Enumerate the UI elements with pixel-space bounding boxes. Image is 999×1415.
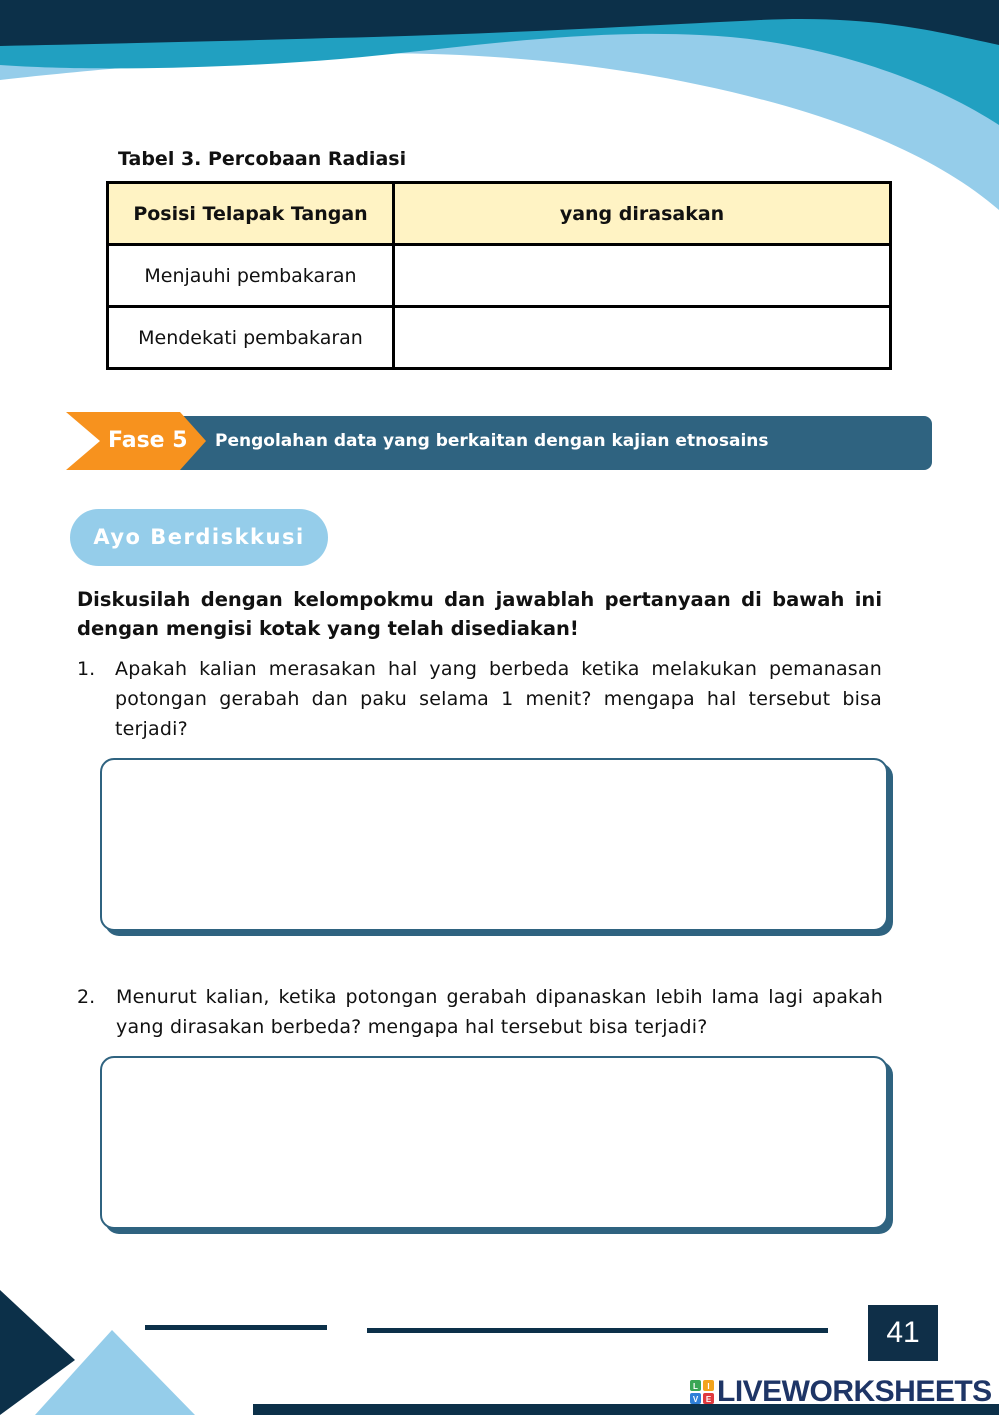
discussion-pill: Ayo Berdiskkusi [70, 509, 328, 566]
table-header-row [108, 183, 891, 245]
answer-box-1[interactable] [100, 758, 888, 931]
logo-letter: E [705, 1395, 712, 1404]
table-caption: Tabel 3. Percobaan Radiasi [118, 148, 407, 170]
table-cell-position: Mendekati pembakaran [108, 307, 394, 369]
liveworksheets-brand [690, 1372, 992, 1412]
brand-name: LIVEWORKSHEETS [717, 1375, 992, 1408]
question-number: 2. [77, 986, 96, 1008]
logo-letter: V [692, 1395, 699, 1404]
table-header-cell: yang dirasakan [394, 183, 891, 245]
liveworksheets-logo-icon [690, 1380, 714, 1404]
table-row [108, 245, 891, 307]
page-number: 41 [868, 1305, 938, 1361]
instruction-text: Diskusilah dengan kelompokmu dan jawablah pertanyaan di bawah ini dengan mengisi kotak yang telah disediakan! [77, 588, 882, 640]
table-header-cell: Posisi Telapak Tangan [108, 183, 394, 245]
table-cell-observation-input[interactable] [394, 307, 891, 369]
table-cell-observation-input[interactable] [394, 245, 891, 307]
logo-letter: L [693, 1382, 698, 1391]
table-row [108, 307, 891, 369]
question-number: 1. [77, 658, 96, 680]
question-text: Apakah kalian merasakan hal yang berbeda ketika melakukan pemanasan potongan gerabah dan paku selama 1 menit? mengapa hal tersebut bisa terjadi? [115, 658, 882, 740]
phase-description: Pengolahan data yang berkaitan dengan kajian etnosains [215, 431, 769, 451]
question-text: Menurut kalian, ketika potongan gerabah dipanaskan lebih lama lagi apakah yang dirasakan berbeda? mengapa hal tersebut bisa terjadi? [116, 986, 883, 1038]
phase-label: Fase 5 [108, 428, 188, 453]
answer-box-2[interactable] [100, 1056, 888, 1229]
header-wave-decoration [0, 0, 999, 210]
logo-letter: I [707, 1382, 710, 1391]
radiation-experiment-table [106, 181, 892, 370]
table-cell-position: Menjauhi pembakaran [108, 245, 394, 307]
